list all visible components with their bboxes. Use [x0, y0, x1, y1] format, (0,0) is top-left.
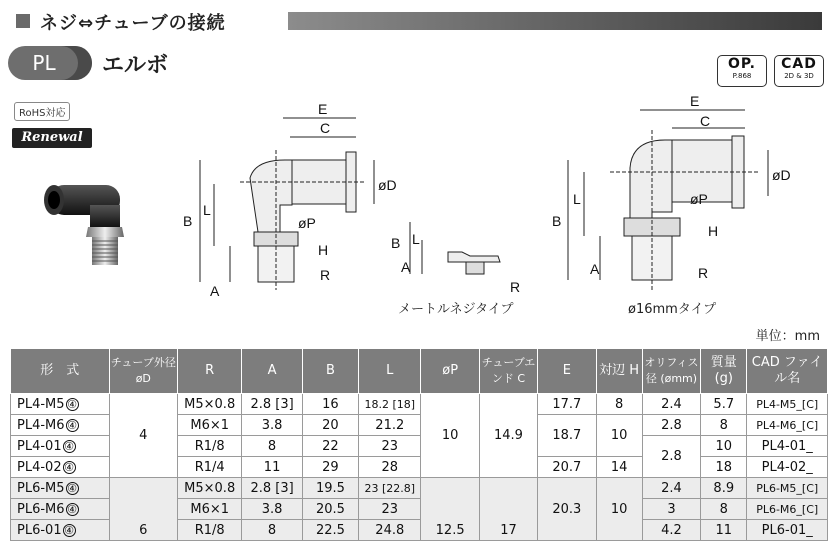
cell: 20	[302, 415, 358, 436]
cell: R1/4	[178, 457, 242, 478]
cell: 2.8 [3]	[242, 478, 302, 499]
cell: 8	[242, 436, 302, 457]
model-cell	[11, 457, 110, 478]
header-cell: B	[302, 349, 358, 394]
table-header-row	[11, 349, 828, 394]
header-cell: E	[538, 349, 596, 394]
cell: 29	[302, 457, 358, 478]
dim-L: L	[203, 202, 211, 218]
dim-C-16: C	[700, 113, 711, 129]
dim-E: E	[318, 101, 328, 117]
cell: 12.5	[421, 478, 479, 541]
model-cell	[11, 394, 110, 415]
dim-B-metric: B	[391, 235, 401, 251]
circle-mark: ④	[67, 418, 77, 432]
cell: 18	[701, 457, 747, 478]
dim-R-metric: R	[510, 279, 521, 295]
rohs-badge: RoHS対応	[14, 102, 70, 121]
circle-mark: ④	[67, 397, 77, 411]
cell: 23	[359, 436, 421, 457]
cell: 19.5	[302, 478, 358, 499]
cell: 8	[701, 415, 747, 436]
cad-label: CAD	[781, 56, 817, 72]
tube-od-cell: 4	[109, 394, 177, 478]
model-name: PL4-02	[17, 459, 62, 475]
spec-table	[10, 348, 828, 541]
cell: R1/8	[178, 436, 242, 457]
header-cell: R	[178, 349, 242, 394]
cell: 10	[596, 415, 642, 457]
circle-mark: ④	[67, 481, 77, 495]
cell: 2.4	[642, 394, 700, 415]
model-name: PL6-M6	[17, 501, 65, 517]
dim-D-16: øD	[772, 167, 791, 183]
dim-P: øP	[298, 215, 316, 231]
cell: 3	[642, 499, 700, 520]
model-cell	[11, 499, 110, 520]
cell: 20.3	[538, 478, 596, 541]
tube-od-cell: 6	[109, 478, 177, 541]
dim-A-metric: A	[401, 259, 411, 275]
cell: 22.5	[302, 520, 358, 541]
header-cell: 形 式	[11, 349, 110, 394]
model-name: PL6-M5	[17, 480, 65, 496]
cad-file-cell: PL4-M5_[C]	[747, 394, 828, 415]
model-name: PL4-01	[17, 438, 62, 454]
model-name: PL4-M6	[17, 417, 65, 433]
cell: 3.8	[242, 499, 302, 520]
cell: 23 [22.8]	[359, 478, 421, 499]
cell: 10	[701, 436, 747, 457]
cell: R1/8	[178, 520, 242, 541]
cell: 18.2 [18]	[359, 394, 421, 415]
section-title: ネジ⇔チューブの接続	[40, 13, 226, 34]
dim-B-16: B	[552, 213, 562, 229]
cell: 2.8	[642, 436, 700, 478]
cell: 14	[596, 457, 642, 478]
cell: 24.8	[359, 520, 421, 541]
cell: 20.5	[302, 499, 358, 520]
dim-H: H	[318, 242, 329, 258]
dim-H-16: H	[708, 223, 719, 239]
cell: 3.8	[242, 415, 302, 436]
renewal-badge: Renewal	[12, 128, 92, 148]
header-cell: チューブエンド C	[479, 349, 537, 394]
dim-A: A	[210, 283, 220, 299]
op-page: P.868	[732, 72, 752, 80]
dim-P-16: øP	[690, 191, 708, 207]
cell: 28	[359, 457, 421, 478]
cell: 17.7	[538, 394, 596, 415]
cad-file-cell: PL4-02_	[747, 457, 828, 478]
caption-16mm: ø16mmタイプ	[628, 302, 717, 317]
header-cell: オリフィス径 (ømm)	[642, 349, 700, 394]
drawing-metric	[410, 222, 500, 274]
table-row	[11, 478, 828, 499]
product-name: エルボ	[102, 53, 169, 78]
dim-L-metric: L	[412, 231, 420, 247]
cell: 5.7	[701, 394, 747, 415]
cell: 8	[242, 520, 302, 541]
cell: 18.7	[538, 415, 596, 457]
dim-D: øD	[378, 177, 397, 193]
cad-file-cell: PL6-M6_[C]	[747, 499, 828, 520]
cell: 2.8	[642, 415, 700, 436]
header-cell: チューブ外径 øD	[109, 349, 177, 394]
header-cell: 対辺 H	[596, 349, 642, 394]
circle-mark: ④	[64, 439, 75, 453]
cell: 2.4	[642, 478, 700, 499]
op-label: OP.	[728, 56, 756, 72]
model-cell	[11, 415, 110, 436]
circle-mark: ④	[64, 523, 75, 537]
cell: 8	[701, 499, 747, 520]
cell: 8	[596, 394, 642, 415]
cell: 11	[701, 520, 747, 541]
cell: 16	[302, 394, 358, 415]
dim-R: R	[320, 267, 331, 283]
model-cell	[11, 520, 110, 541]
cad-file-cell: PL4-M6_[C]	[747, 415, 828, 436]
cell: M5×0.8	[178, 394, 242, 415]
caption-metric: メートルネジタイプ	[398, 302, 514, 317]
product-code: PL	[32, 51, 56, 75]
model-name: PL4-M5	[17, 396, 65, 412]
cell: M5×0.8	[178, 478, 242, 499]
table-row	[11, 394, 828, 415]
dim-B: B	[183, 213, 193, 229]
cell: M6×1	[178, 499, 242, 520]
cell: 11	[242, 457, 302, 478]
cell: 17	[479, 478, 537, 541]
cad-file-cell: PL6-M5_[C]	[747, 478, 828, 499]
dim-A-16: A	[590, 261, 600, 277]
cell: 23	[359, 499, 421, 520]
model-cell	[11, 478, 110, 499]
drawing-main	[200, 118, 374, 290]
header-cell: L	[359, 349, 421, 394]
cell: M6×1	[178, 415, 242, 436]
cell: 2.8 [3]	[242, 394, 302, 415]
dim-E-16: E	[690, 93, 700, 109]
dim-C: C	[320, 120, 331, 136]
cad-file-cell: PL6-01_	[747, 520, 828, 541]
cell: 22	[302, 436, 358, 457]
circle-mark: ④	[67, 502, 77, 516]
cell: 10	[421, 394, 479, 478]
cell: 8.9	[701, 478, 747, 499]
header-cell: 質量 (g)	[701, 349, 747, 394]
header-cell: øP	[421, 349, 479, 394]
dim-R-16: R	[698, 265, 709, 281]
cell: 4.2	[642, 520, 700, 541]
cad-sub: 2D & 3D	[784, 72, 814, 80]
dim-L-16: L	[573, 191, 581, 207]
cad-file-cell: PL4-01_	[747, 436, 828, 457]
cell: 21.2	[359, 415, 421, 436]
cell: 14.9	[479, 394, 537, 478]
model-name: PL6-01	[17, 522, 62, 538]
header-cell: CAD ファイル名	[747, 349, 828, 394]
cell: 20.7	[538, 457, 596, 478]
model-cell	[11, 436, 110, 457]
unit-label: 単位：mm	[755, 329, 820, 344]
circle-mark: ④	[64, 460, 75, 474]
cell: 10	[596, 478, 642, 541]
header-cell: A	[242, 349, 302, 394]
